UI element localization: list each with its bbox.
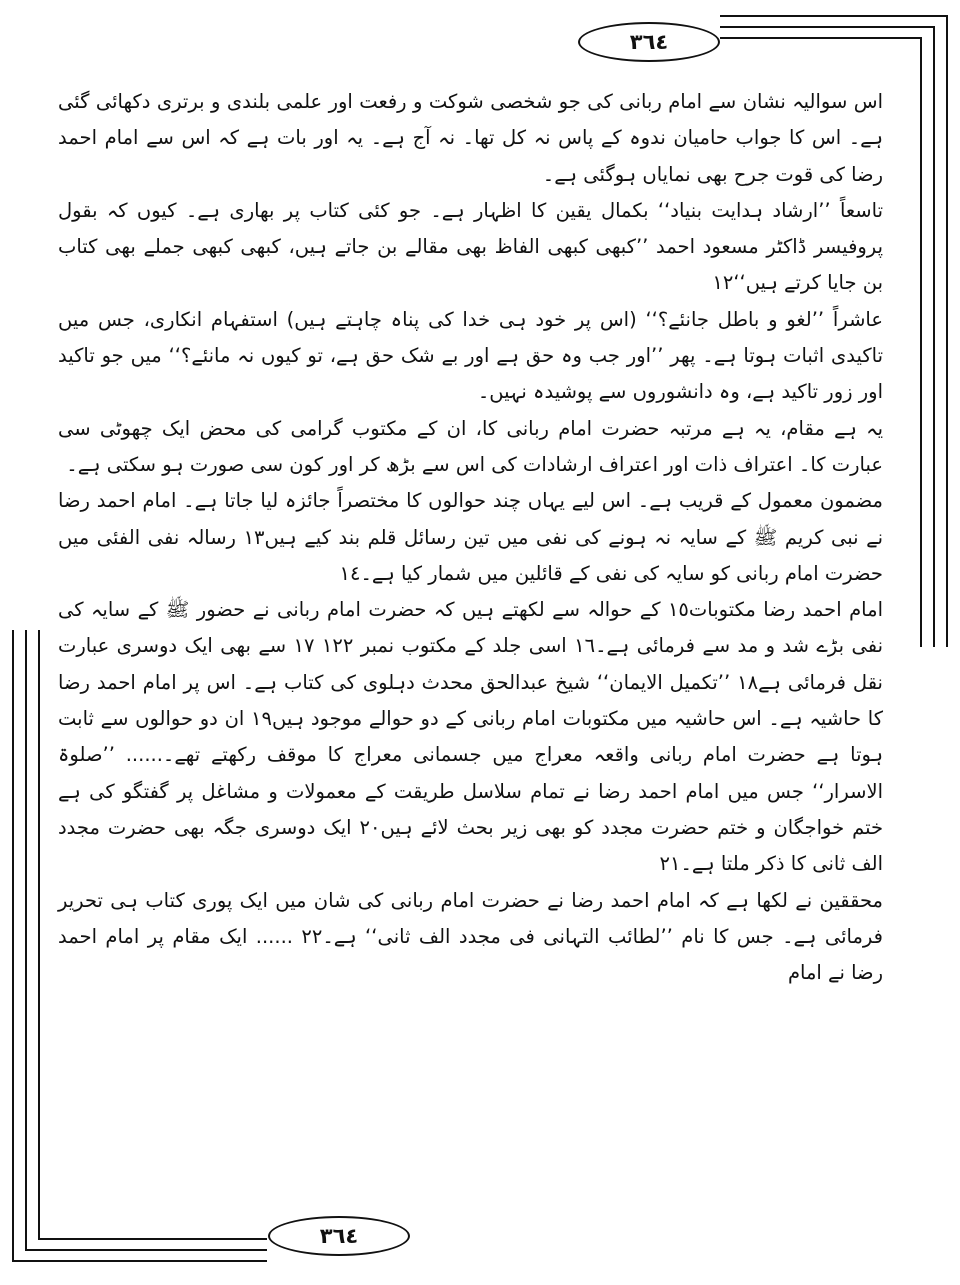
frame-right-line-middle [933,26,935,647]
frame-top-line-middle [720,26,935,28]
frame-top-line-inner [720,37,922,39]
frame-left-line-inner [38,630,40,1240]
paragraph-4: یہ ہے مقام، یہ ہے مرتبہ حضرت امام ربانی کا، ان کے مکتوب گرامی کی محض ایک چھوٹی سی عبارت کا۔ اعتراف ذات اور اعتراف ارشادات کی اس سے بڑھ کر اور کون سی صورت ہو سکتی ہے۔ [58,416,883,476]
paragraph-6: امام احمد رضا مکتوبات١٥ کے حوالہ سے لکھتے ہیں کہ حضرت امام ربانی نے حضور ﷺ کے سایہ کی نفی بڑے شد و مد سے فرمائی ہے۔١٦ اسی جلد کے مکتوب نمبر ١٢٢ ١٧ سے بھی ایک دوسری عبارت نقل فرمائی ہے١٨ ’’تکمیل الایمان‘‘ شیخ عبدالحق محدث دہلوی کی کتاب ہے۔ اس پر امام احمد رضا کا حاشیہ ہے۔ اس حاشیہ میں مکتوبات امام ربانی کے دو حوالے موجود ہیں١٩ ان دو حوالوں سے ثابت ہوتا ہے حضرت امام ربانی واقعہ معراج میں جسمانی معراج کا موقف رکھتے تھے۔...... ’’صلوۃ الاسرار‘‘ جس میں امام احمد رضا نے تمام سلاسل طریقت کے معمولات و مشاغل پر گفتگو کی ہے ختم خواجگان و ختم حضرت مجدد کو بھی زیر بحث لائے ہیں٢٠ ایک دوسری جگہ بھی حضرت مجدد الف ثانی کا ذکر ملتا ہے۔٢١ [58,598,884,876]
frame-left-line-outer [12,630,14,1262]
paragraph-5: مضمون معمول کے قریب ہے۔ اس لیے یہاں چند حوالوں کا مختصراً جائزہ لیا جاتا ہے۔ امام احمد رضا نے نبی کریم ﷺ کے سایہ نہ ہونے کی نفی میں تین رسائل قلم بند کیے ہیں١٣ رسالہ نفی الفئی میں حضرت امام ربانی کو سایہ کی نفی کے قائلین میں شمار کیا ہے۔١٤ [58,489,884,585]
frame-bottom-line-outer [12,1260,267,1262]
frame-right-line-inner [920,37,922,647]
page-number-top: ٣٦٤ [578,22,720,62]
paragraph-1: اس سوالیہ نشان سے امام ربانی کی جو شخصی شوکت و رفعت اور علمی بلندی و برتری دکھائی گئی ہے۔ اس کا جواب حامیان ندوہ کے پاس نہ کل تھا۔ نہ آج ہے۔ یہ اور بات ہے کہ اس سے امام احمد رضا کی قوت جرح بھی نمایاں ہوگئی ہے۔ [58,90,883,186]
paragraph-2: تاسعاً ’’ارشاد ہدایت بنیاد‘‘ بکمال یقین کا اظہار ہے۔ جو کئی کتاب پر بھاری ہے۔ کیوں کہ بقول پروفیسر ڈاکٹر مسعود احمد ’’کبھی کبھی الفاظ بھی مقالے بن جاتے ہیں، کبھی کبھی جملے بھی کتاب بن جایا کرتے ہیں‘‘١٢ [58,198,883,295]
paragraph-7: محققین نے لکھا ہے کہ امام احمد رضا نے حضرت امام ربانی کی شان میں ایک پوری کتاب ہی تحریر فرمائی ہے۔ جس کا نام ’’لطائب التہانی فی مجدد الف ثانی‘‘ ہے۔٢٢ ...... ایک مقام پر امام احمد رضا نے امام [58,888,883,985]
page-body [58,84,883,1202]
paragraph-3: عاشراً ’’لغو و باطل جانئے؟‘‘ (اس پر خود ہی خدا کی پناہ چاہتے ہیں) استفہام انکاری، جس میں تاکیدی اثبات ہوتا ہے۔ پھر ’’اور جب وہ حق ہے اور بے شک حق ہے، تو کیوں نہ مانئے؟‘‘ میں جو تاکید اور زور تاکید ہے، وہ دانشوروں سے پوشیدہ نہیں۔ [58,307,883,404]
page-number-bottom: ٣٦٤ [268,1216,410,1256]
frame-right-line-outer [946,15,948,647]
frame-left-line-middle [25,630,27,1251]
frame-bottom-line-middle [25,1249,267,1251]
frame-top-line-outer [720,15,948,17]
frame-bottom-line-inner [38,1238,267,1240]
